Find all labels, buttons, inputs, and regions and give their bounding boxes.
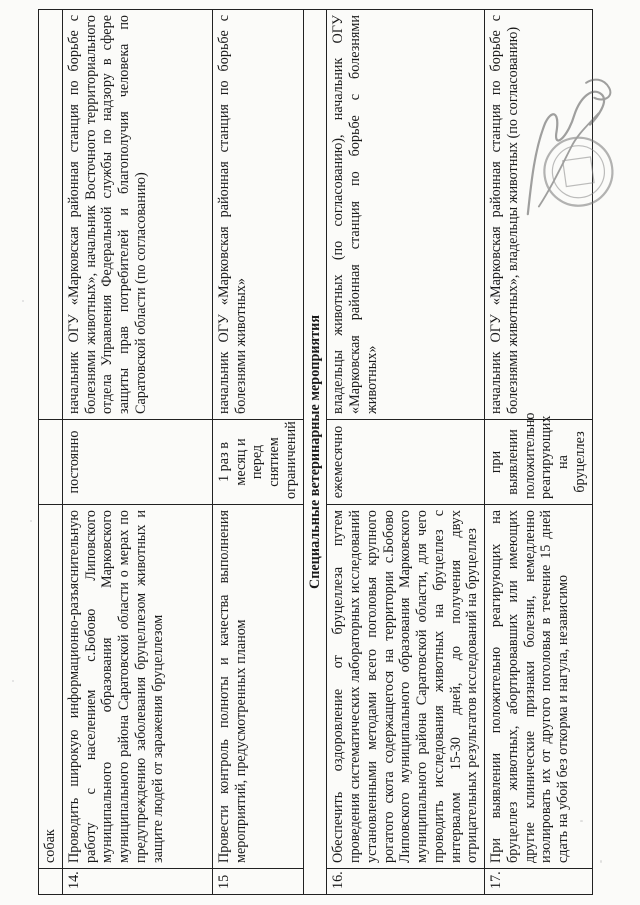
- row-number-cell: 17.: [485, 869, 593, 895]
- term-cell: при выявлении положительно реагирующих на бруцеллез: [485, 420, 593, 505]
- row-number-cell: [39, 869, 63, 895]
- responsible-cell: владельцы животных (по согласованию), начальник ОГУ «Марковская районная станция по борьбе с болезнями животных»: [327, 10, 485, 420]
- activity-cell: При выявлении положительно реагирующих на бруцеллез животных, абортировавших или имеющих другие клинические признаки болезни, немедленно изолировать их от другого поголовья в течение 15 дней сдать на убой без откорма и нагула, независимо: [485, 505, 593, 869]
- activity-cell: Обеспечить оздоровление от бруцеллеза путем проведения систематических лабораторных исследований установленными методами всего поголовья крупного рогатого скота содержащегося на территории с.Бобово Липовского муниципального образования Марковского муниципального района Саратовской области, для чего проводить исследования животных на бруцеллез с интервалом 15-30 дней, до получения двух отрицательных результатов исследований на бруцеллез: [327, 505, 485, 869]
- scan-speck: [600, 860, 602, 863]
- table-row: [62, 10, 212, 895]
- activity-cell: Провести контроль полноты и качества выполнения мероприятий, предусмотренных планом: [212, 505, 303, 869]
- table-row: [327, 10, 485, 895]
- scan-speck: [30, 520, 32, 522]
- section-header-row: [303, 10, 327, 895]
- rotated-page: [38, 10, 588, 895]
- row-number-cell: 14.: [62, 869, 212, 895]
- activity-cell: Проводить широкую информационно-разъяснительную работу с населением с.Бобово Липовского муниципального образования Марковского муниципального района Саратовской области о мерах по предупреждению заболевания бруцеллезом животных и защите людей от заражения бруцеллезом: [62, 505, 212, 869]
- responsible-cell: начальник ОГУ «Марковская районная станция по борьбе с болезнями животных», владельцы животных (по согласованию): [485, 10, 593, 420]
- row-number-cell: 16.: [327, 869, 485, 895]
- scan-speck: [22, 300, 24, 302]
- table-row-continued: [39, 10, 63, 895]
- table-row: [212, 10, 303, 895]
- activity-cell: собак: [39, 505, 63, 869]
- scan-speck: [12, 680, 14, 682]
- row-number-cell: 15: [212, 869, 303, 895]
- responsible-cell: [39, 10, 63, 420]
- term-cell: постоянно: [62, 420, 212, 505]
- section-title: Специальные ветеринарные мероприятия: [303, 10, 327, 895]
- term-cell: [39, 420, 63, 505]
- responsible-cell: начальник ОГУ «Марковская районная станция по борьбе с болезнями животных», начальник Восточного территориального отдела Управления Федеральной службы по надзору в сфере защиты прав потребителей и благополучия человека по Саратовской области (по согласованию): [62, 10, 212, 420]
- term-cell: ежемесячно: [327, 420, 485, 505]
- responsible-cell: начальник ОГУ «Марковская районная станция по борьбе с болезнями животных»: [212, 10, 303, 420]
- term-cell: 1 раз в месяц и перед снятием ограничений: [212, 420, 303, 505]
- signature-seal-icon: [496, 70, 639, 226]
